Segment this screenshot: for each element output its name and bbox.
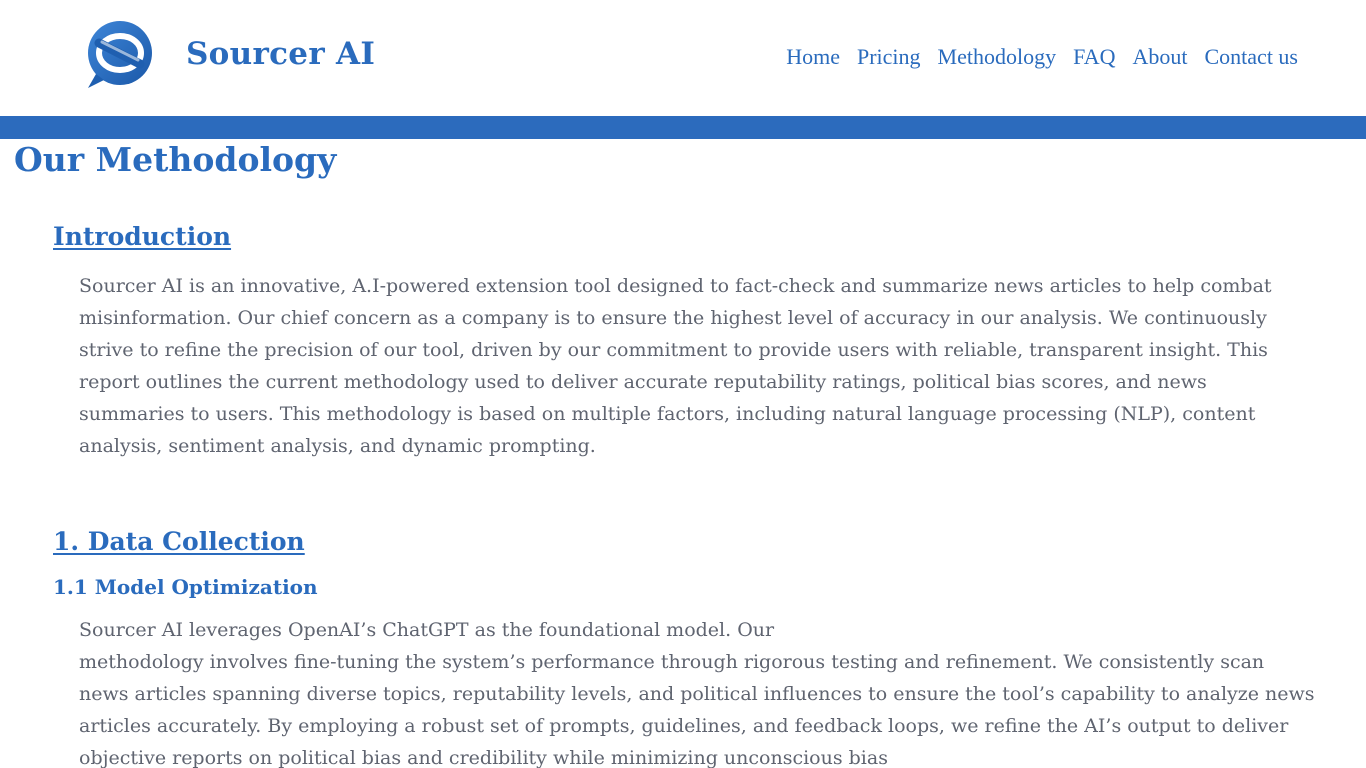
paragraph-line: Sourcer AI is an innovative, A.I-powered extension tool designed to fact-check and summarize news articles to help combat <box>79 275 1272 297</box>
site-header <box>0 0 1366 116</box>
data-collection-heading: 1. Data Collection <box>53 527 305 556</box>
nav-faq[interactable]: FAQ <box>1073 44 1116 69</box>
paragraph-line: summaries to users. This methodology is based on multiple factors, including natural language processing (NLP), content <box>79 403 1256 425</box>
brand-name[interactable]: Sourcer AI <box>186 36 376 72</box>
model-optimization-subheading: 1.1 Model Optimization <box>53 575 318 599</box>
introduction-paragraph <box>79 270 1272 462</box>
paragraph-line: methodology involves fine-tuning the system’s performance through rigorous testing and refinement. We consistently scan <box>79 651 1265 673</box>
paragraph-line: misinformation. Our chief concern as a company is to ensure the highest level of accuracy in our analysis. We continuously <box>79 307 1267 329</box>
paragraph-line: Sourcer AI leverages OpenAI’s ChatGPT as the foundational model. Our <box>79 619 775 641</box>
nav-methodology[interactable]: Methodology <box>937 44 1057 69</box>
sourcer-logo-icon[interactable] <box>82 18 160 94</box>
paragraph-line: articles accurately. By employing a robust set of prompts, guidelines, and feedback loops, we refine the AI’s output to deliver <box>79 715 1289 737</box>
nav-contact-us[interactable]: Contact us <box>1204 44 1298 69</box>
model-optimization-paragraph <box>79 614 1315 768</box>
nav-pricing[interactable]: Pricing <box>856 44 921 69</box>
paragraph-line: objective reports on political bias and credibility while minimizing unconscious bias <box>79 747 888 768</box>
page-title: Our Methodology <box>14 140 337 179</box>
nav-about[interactable]: About <box>1132 44 1188 69</box>
paragraph-line: analysis, sentiment analysis, and dynamic prompting. <box>79 435 596 457</box>
paragraph-line: news articles spanning diverse topics, reputability levels, and political influences to ensure the tool’s capability to analyze news <box>79 683 1315 705</box>
introduction-heading: Introduction <box>53 222 232 251</box>
header-divider-band <box>0 116 1366 139</box>
paragraph-line: report outlines the current methodology used to deliver accurate reputability ratings, political bias scores, and news <box>79 371 1207 393</box>
paragraph-line: strive to refine the precision of our tool, driven by our commitment to provide users with reliable, transparent insight. This <box>79 339 1268 361</box>
nav-home[interactable]: Home <box>786 44 840 69</box>
main-nav <box>786 44 1298 70</box>
